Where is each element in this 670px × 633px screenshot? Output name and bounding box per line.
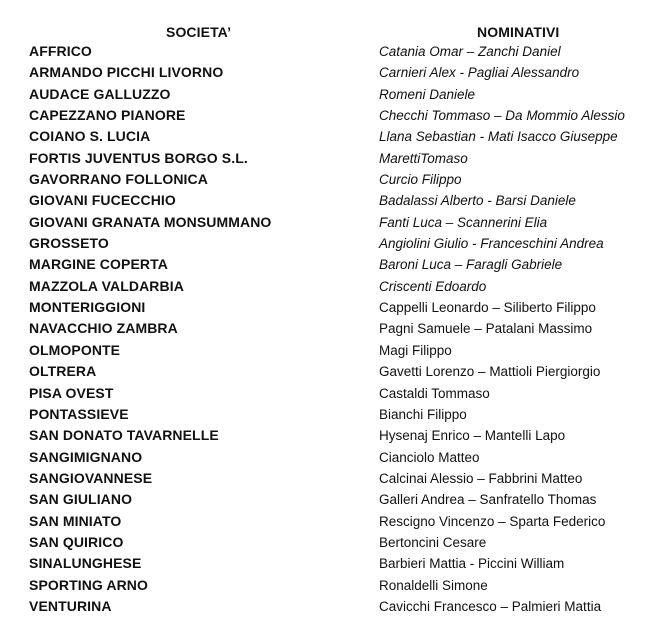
club-name: PONTASSIEVE xyxy=(29,405,129,422)
table-row xyxy=(0,318,670,339)
table-row xyxy=(0,511,670,532)
club-name: GIOVANI GRANATA MONSUMMANO xyxy=(29,213,272,230)
table-row xyxy=(0,404,670,425)
club-name: VENTURINA xyxy=(29,597,112,614)
table-row xyxy=(0,575,670,596)
player-names: Bianchi Filippo xyxy=(379,406,467,422)
club-name: MAZZOLA VALDARBIA xyxy=(29,277,184,294)
table-row xyxy=(0,553,670,574)
player-names: Cappelli Leonardo – Siliberto Filippo xyxy=(379,300,596,316)
player-names: Catania Omar – Zanchi Daniel xyxy=(379,44,561,59)
player-names: Castaldi Tommaso xyxy=(379,385,490,401)
table-row xyxy=(0,340,670,361)
club-name: SAN GIULIANO xyxy=(29,491,133,508)
table-row xyxy=(0,148,670,169)
club-name: SANGIOVANNESE xyxy=(29,469,153,486)
player-names: Bertoncini Cesare xyxy=(379,534,487,550)
club-name: SAN DONATO TAVARNELLE xyxy=(29,427,219,444)
table-row xyxy=(0,361,670,382)
player-names: Calcinai Alessio – Fabbrini Matteo xyxy=(379,470,583,486)
player-names: Barbieri Mattia - Piccini William xyxy=(379,556,565,572)
player-names: Pagni Samuele – Patalani Massimo xyxy=(379,321,593,337)
club-name: SINALUNGHESE xyxy=(29,555,142,572)
club-name: AUDACE GALLUZZO xyxy=(29,85,171,102)
table-row xyxy=(0,233,670,254)
club-name: FORTIS JUVENTUS BORGO S.L. xyxy=(29,149,248,166)
player-names: Hysenaj Enrico – Mantelli Lapo xyxy=(379,428,566,444)
table-row xyxy=(0,126,670,147)
table-row xyxy=(0,447,670,468)
table-row xyxy=(0,84,670,105)
club-name: PISA OVEST xyxy=(29,384,114,401)
table-row xyxy=(0,169,670,190)
club-name: SAN QUIRICO xyxy=(29,533,124,550)
table-row xyxy=(0,468,670,489)
table-row xyxy=(0,254,670,275)
header-names-column: NOMINATIVI xyxy=(477,24,560,40)
player-names: Llana Sebastian - Mati Isacco Giuseppe xyxy=(379,129,618,145)
table-row xyxy=(0,489,670,510)
table-body xyxy=(0,41,670,617)
player-names: Gavetti Lorenzo – Mattioli Piergiorgio xyxy=(379,364,601,380)
table-header xyxy=(0,22,670,42)
table-row xyxy=(0,425,670,446)
club-name: MARGINE COPERTA xyxy=(29,256,168,273)
player-names: Badalassi Alberto - Barsi Daniele xyxy=(379,193,576,209)
table-row xyxy=(0,383,670,404)
club-name: AFFRICO xyxy=(29,43,92,59)
club-name: SPORTING ARNO xyxy=(29,576,149,593)
player-names: Angiolini Giulio - Franceschini Andrea xyxy=(379,236,604,252)
club-name: GROSSETO xyxy=(29,235,109,252)
table-row xyxy=(0,276,670,297)
club-name: CAPEZZANO PIANORE xyxy=(29,107,186,124)
club-name: OLTRERA xyxy=(29,363,97,380)
table-row xyxy=(0,532,670,553)
player-names: Curcio Filippo xyxy=(379,172,462,188)
table-row xyxy=(0,596,670,617)
player-names: Magi Filippo xyxy=(379,342,452,358)
table-row xyxy=(0,41,670,62)
table-row xyxy=(0,105,670,126)
player-names: Rescigno Vincenzo – Sparta Federico xyxy=(379,513,606,529)
table-row xyxy=(0,62,670,83)
player-names: Fanti Luca – Scannerini Elia xyxy=(379,214,548,230)
club-name: OLMOPONTE xyxy=(29,341,121,358)
club-name: SAN MINIATO xyxy=(29,512,122,529)
club-name: NAVACCHIO ZAMBRA xyxy=(29,320,178,337)
header-club-column: SOCIETA’ xyxy=(166,24,232,40)
club-name: COIANO S. LUCIA xyxy=(29,128,151,145)
player-names: Galleri Andrea – Sanfratello Thomas xyxy=(379,492,597,508)
table-row xyxy=(0,297,670,318)
table-row xyxy=(0,212,670,233)
club-name: ARMANDO PICCHI LIVORNO xyxy=(29,64,224,81)
player-names: Romeni Daniele xyxy=(379,86,476,102)
club-name: SANGIMIGNANO xyxy=(29,448,143,465)
club-name: GAVORRANO FOLLONICA xyxy=(29,171,208,188)
player-names: Criscenti Edoardo xyxy=(379,278,487,294)
player-names: Cavicchi Francesco – Palmieri Mattia xyxy=(379,598,602,614)
player-names: Baroni Luca – Faragli Gabriele xyxy=(379,257,563,273)
club-name: MONTERIGGIONI xyxy=(29,299,146,316)
player-names: Checchi Tommaso – Da Mommio Alessio xyxy=(379,108,625,124)
player-names: Cianciolo Matteo xyxy=(379,449,480,465)
player-names: Ronaldelli Simone xyxy=(379,577,488,593)
player-names: Carnieri Alex - Pagliai Alessandro xyxy=(379,65,580,81)
table-row xyxy=(0,190,670,211)
player-names: MarettiTomaso xyxy=(379,150,468,166)
club-name: GIOVANI FUCECCHIO xyxy=(29,192,176,209)
